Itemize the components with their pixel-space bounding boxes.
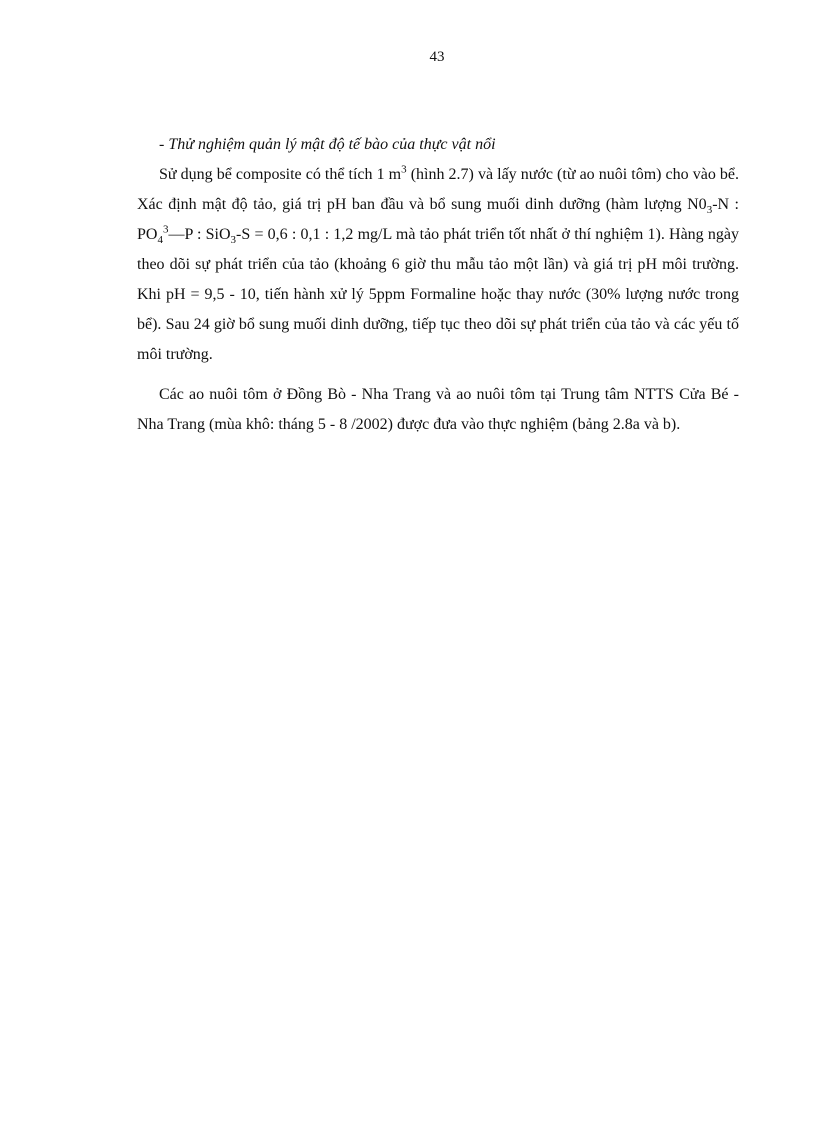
superscript: 3 xyxy=(401,163,407,176)
paragraph-composite-tank-method xyxy=(137,160,739,370)
paragraph-text: Sử dụng bể composite có thể tích 1 m xyxy=(159,166,402,183)
superscript: 3 xyxy=(162,223,169,236)
paragraph-text: -N : PO xyxy=(137,196,739,243)
paragraph-shrimp-ponds: Các ao nuôi tôm ở Đồng Bò - Nha Trang và ao nuôi tôm tại Trung tâm NTTS Cửa Bé - Nha Trang (mùa khô: tháng 5 - 8 /2002) được đưa vào thực nghiệm (bảng 2.8a và b). xyxy=(137,386,739,433)
subscript: 4 xyxy=(157,234,163,247)
page-number: 43 xyxy=(429,49,445,65)
subscript: 3 xyxy=(230,234,237,247)
page-body xyxy=(137,130,739,440)
paragraph-text: (hình 2.7) và lấy nước (từ ao nuôi tôm) cho vào bể. Xác định mật độ tảo, giá trị pH ban đầu và bổ sung muối dinh dưỡng (hàm lượng N0 xyxy=(137,166,740,213)
subscript: 3 xyxy=(706,204,713,217)
paragraph-text: —P : SiO xyxy=(168,226,231,243)
paragraph-text: -S = 0,6 : 0,1 : 1,2 mg/L mà tảo phát triển tốt nhất ở thí nghiệm 1). Hàng ngày theo dõi sự phát triển của tảo (khoảng 6 giờ thu mẫu tảo một lần) và giá trị pH môi trường. Khi pH = 9,5 - 10, tiến hành xử lý 5ppm Formaline hoặc thay nước (30% lượng nước trong bể). Sau 24 giờ bổ sung muối dinh dưỡng, tiếp tục theo dõi sự phát triển của tảo và các yếu tố môi trường. xyxy=(137,226,739,363)
section-heading: - Thử nghiệm quản lý mật độ tế bào của thực vật nổi xyxy=(159,136,496,153)
